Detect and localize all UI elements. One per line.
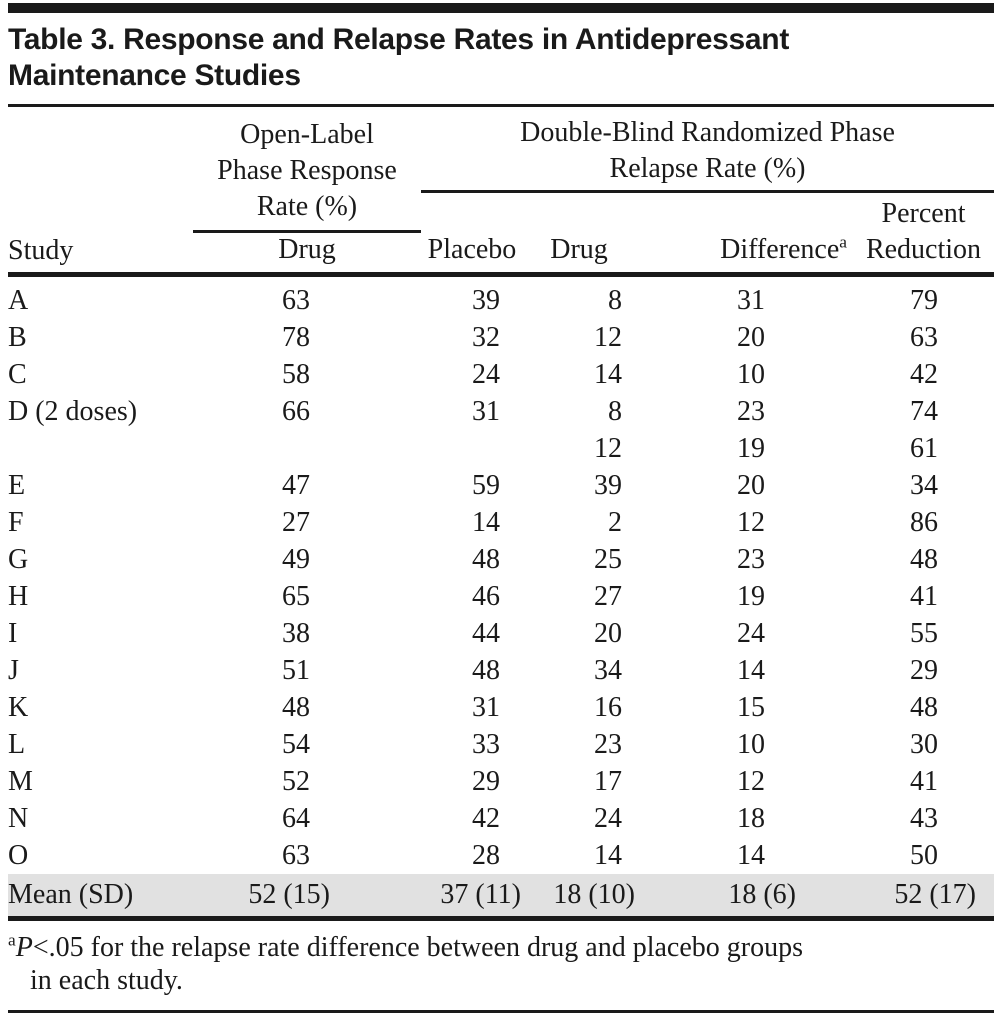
cell-ol-drug: 64 bbox=[282, 802, 310, 834]
cell-pct-reduction: 34 bbox=[910, 469, 939, 501]
spacer-cell bbox=[421, 192, 523, 232]
table-row bbox=[8, 615, 994, 652]
spacer-cell bbox=[635, 192, 853, 232]
cell-placebo: 48 bbox=[472, 654, 500, 686]
cell-pct-reduction: 63 bbox=[910, 321, 939, 353]
cell-difference: 19 bbox=[737, 580, 765, 612]
cell-difference: 18 bbox=[737, 802, 765, 834]
cell-pct-reduction: 79 bbox=[910, 284, 939, 316]
cell-ol-drug: 78 bbox=[282, 321, 310, 353]
cell-drug: 18 (10) bbox=[523, 874, 635, 919]
spacer-cell bbox=[523, 192, 635, 232]
cell-pct-reduction: 43 bbox=[910, 802, 939, 834]
cell-study: J bbox=[8, 654, 19, 686]
column-header-ol-drug: Drug bbox=[193, 231, 421, 274]
cell-pct-reduction: 61 bbox=[910, 432, 939, 464]
cell-difference: 23 bbox=[737, 543, 765, 575]
cell-ol-drug: 52 (15) bbox=[193, 874, 421, 919]
cell-ol-drug: 49 bbox=[282, 543, 310, 575]
table-row bbox=[8, 541, 994, 578]
cell-drug: 2 bbox=[608, 506, 622, 538]
cell-drug: 16 bbox=[594, 691, 622, 723]
table-body bbox=[8, 274, 994, 918]
cell-drug: 8 bbox=[608, 284, 622, 316]
cell-difference: 19 bbox=[737, 432, 765, 464]
data-table bbox=[8, 107, 994, 921]
table-row bbox=[8, 430, 994, 467]
cell-ol-drug: 48 bbox=[282, 691, 310, 723]
cell-drug: 34 bbox=[594, 654, 622, 686]
cell-placebo: 37 (11) bbox=[421, 874, 523, 919]
cell-difference: 23 bbox=[737, 395, 765, 427]
cell-placebo: 24 bbox=[472, 358, 500, 390]
cell-drug: 23 bbox=[594, 728, 622, 760]
cell-study: H bbox=[8, 580, 29, 612]
group-open-label-line1: Open-Label bbox=[240, 118, 374, 150]
footnote bbox=[8, 921, 994, 1013]
top-rule-bar bbox=[8, 3, 994, 13]
cell-placebo: 46 bbox=[472, 580, 500, 612]
cell-difference: 20 bbox=[737, 321, 765, 353]
cell-pct-reduction: 48 bbox=[910, 691, 939, 723]
group-header-double-blind bbox=[421, 107, 994, 192]
group-header-row bbox=[8, 107, 994, 192]
cell-pct-reduction: 52 (17) bbox=[853, 874, 994, 919]
table-header bbox=[8, 107, 994, 274]
cell-difference: 12 bbox=[737, 506, 765, 538]
cell-ol-drug: 63 bbox=[282, 839, 310, 871]
table-title-block bbox=[8, 13, 994, 107]
cell-difference: 10 bbox=[737, 358, 765, 390]
cell-drug: 12 bbox=[594, 321, 622, 353]
cell-difference: 20 bbox=[737, 469, 765, 501]
footnote-line1: <.05 for the relapse rate difference between drug and placebo groups bbox=[32, 931, 803, 963]
table-row bbox=[8, 652, 994, 689]
cell-study: L bbox=[8, 728, 26, 760]
cell-placebo: 33 bbox=[472, 728, 500, 760]
column-header-study: Study bbox=[8, 107, 193, 274]
cell-study: O bbox=[8, 839, 29, 871]
group-open-label-line2: Phase Response bbox=[217, 154, 397, 186]
table-row bbox=[8, 393, 994, 430]
cell-pct-reduction: 50 bbox=[910, 839, 939, 871]
cell-difference: 10 bbox=[737, 728, 765, 760]
cell-ol-drug: 52 bbox=[282, 765, 310, 797]
cell-drug: 25 bbox=[594, 543, 622, 575]
cell-placebo: 39 bbox=[472, 284, 500, 316]
cell-placebo: 29 bbox=[472, 765, 500, 797]
cell-ol-drug: 27 bbox=[282, 506, 310, 538]
group-open-label-line3: Rate (%) bbox=[256, 190, 358, 222]
cell-study: A bbox=[8, 284, 29, 316]
column-header-percent-line1: Percent bbox=[881, 198, 966, 229]
column-header-percent-line2: Reduction bbox=[853, 231, 994, 274]
cell-study: B bbox=[8, 321, 27, 353]
table-row bbox=[8, 726, 994, 763]
cell-pct-reduction: 48 bbox=[910, 543, 939, 575]
table-row bbox=[8, 504, 994, 541]
cell-study: E bbox=[8, 469, 26, 501]
cell-drug: 14 bbox=[594, 358, 622, 390]
cell-difference: 15 bbox=[737, 691, 765, 723]
table-row bbox=[8, 689, 994, 726]
cell-placebo: 42 bbox=[472, 802, 500, 834]
table-title: Table 3. Response and Relapse Rates in Antidepressant Maintenance Studies bbox=[8, 23, 790, 92]
cell-drug: 24 bbox=[594, 802, 622, 834]
cell-pct-reduction: 41 bbox=[910, 580, 939, 612]
cell-study: N bbox=[8, 802, 29, 834]
cell-study: Mean (SD) bbox=[8, 874, 193, 919]
cell-ol-drug: 51 bbox=[282, 654, 310, 686]
group-header-open-label bbox=[193, 107, 421, 231]
cell-ol-drug: 38 bbox=[282, 617, 310, 649]
cell-pct-reduction: 30 bbox=[910, 728, 939, 760]
cell-pct-reduction: 86 bbox=[910, 506, 939, 538]
column-header-difference: Difference$^a$ bbox=[635, 231, 853, 274]
cell-placebo: 48 bbox=[472, 543, 500, 575]
cell-difference: 12 bbox=[737, 765, 765, 797]
footnote-p-italic: P bbox=[15, 931, 33, 963]
cell-study: M bbox=[8, 765, 33, 797]
cell-ol-drug: 63 bbox=[282, 284, 310, 316]
cell-placebo: 14 bbox=[472, 506, 500, 538]
cell-drug: 39 bbox=[594, 469, 622, 501]
cell-study bbox=[8, 430, 193, 467]
cell-difference: 24 bbox=[737, 617, 765, 649]
table-row bbox=[8, 578, 994, 615]
table-row bbox=[8, 837, 994, 874]
cell-placebo: 44 bbox=[472, 617, 500, 649]
cell-drug: 14 bbox=[594, 839, 622, 871]
cell-study: C bbox=[8, 358, 27, 390]
cell-placebo: 28 bbox=[472, 839, 500, 871]
cell-drug: 27 bbox=[594, 580, 622, 612]
cell-difference: 18 (6) bbox=[635, 874, 853, 919]
column-header-db-drug: Drug bbox=[523, 231, 635, 274]
cell-ol-drug: 47 bbox=[282, 469, 310, 501]
cell-difference: 14 bbox=[737, 839, 765, 871]
cell-study: D (2 doses) bbox=[8, 395, 138, 427]
cell-pct-reduction: 42 bbox=[910, 358, 939, 390]
mean-row bbox=[8, 874, 994, 919]
cell-study: K bbox=[8, 691, 29, 723]
cell-study: G bbox=[8, 543, 29, 575]
cell-difference: 14 bbox=[737, 654, 765, 686]
cell-pct-reduction: 74 bbox=[910, 395, 939, 427]
cell-pct-reduction: 55 bbox=[910, 617, 939, 649]
table-row bbox=[8, 800, 994, 837]
cell-study: I bbox=[8, 617, 18, 649]
cell-drug: 12 bbox=[594, 432, 622, 464]
table-row bbox=[8, 356, 994, 393]
table-row bbox=[8, 763, 994, 800]
table-row bbox=[8, 467, 994, 504]
table-row bbox=[8, 274, 994, 319]
cell-ol-drug: 54 bbox=[282, 728, 310, 760]
cell-ol-drug: 58 bbox=[282, 358, 310, 390]
cell-ol-drug bbox=[193, 430, 421, 467]
page bbox=[0, 3, 1002, 1013]
footnote-marker-a: a bbox=[839, 232, 847, 252]
table-row bbox=[8, 319, 994, 356]
cell-difference: 31 bbox=[737, 284, 765, 316]
cell-drug: 17 bbox=[594, 765, 622, 797]
footnote-marker: a bbox=[8, 930, 16, 950]
cell-study: F bbox=[8, 506, 24, 538]
cell-ol-drug: 66 bbox=[282, 395, 310, 427]
cell-placebo bbox=[421, 430, 523, 467]
cell-drug: 8 bbox=[608, 395, 622, 427]
cell-placebo: 31 bbox=[472, 691, 500, 723]
cell-placebo: 31 bbox=[472, 395, 500, 427]
cell-pct-reduction: 29 bbox=[910, 654, 939, 686]
cell-placebo: 59 bbox=[472, 469, 500, 501]
cell-drug: 20 bbox=[594, 617, 622, 649]
cell-placebo: 32 bbox=[472, 321, 500, 353]
group-double-blind-line2: Relapse Rate (%) bbox=[609, 153, 806, 184]
footnote-line2: in each study. bbox=[30, 964, 183, 996]
cell-pct-reduction: 41 bbox=[910, 765, 939, 797]
cell-ol-drug: 65 bbox=[282, 580, 310, 612]
group-double-blind-line1: Double-Blind Randomized Phase bbox=[520, 117, 895, 148]
column-header-placebo: Placebo bbox=[421, 231, 523, 274]
